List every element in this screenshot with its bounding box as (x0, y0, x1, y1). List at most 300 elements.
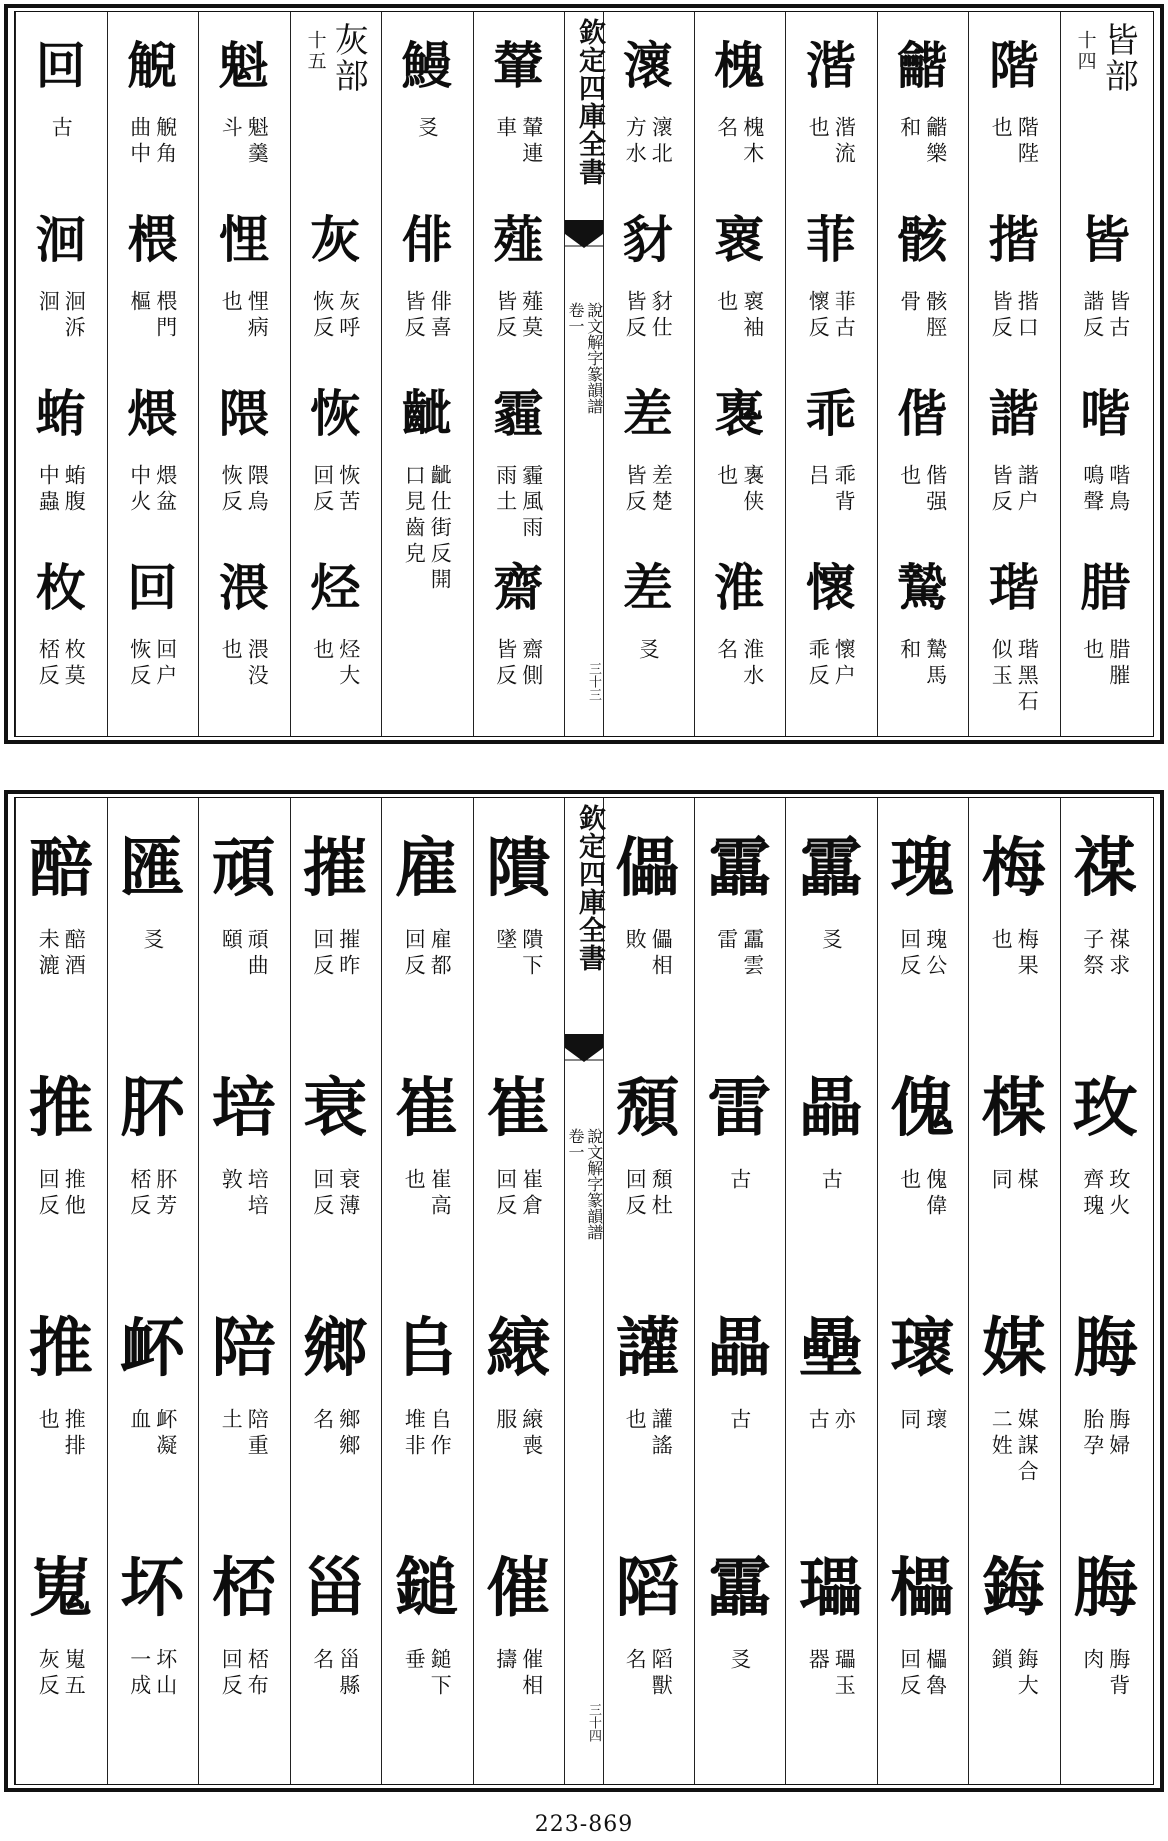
book-title: 說文解字篆韻譜 (584, 302, 604, 414)
gloss-line: 回反 (310, 1168, 335, 1220)
gloss-line: 恢反 (127, 638, 152, 690)
gloss-line: 堆非 (402, 1408, 427, 1460)
gloss-line: 揩口 (1015, 290, 1040, 342)
entry-gloss (879, 1408, 967, 1516)
seal-script-character: 楳 (981, 1072, 1046, 1146)
seal-script-character: 桮 (211, 1552, 276, 1626)
upper-page (4, 4, 1164, 744)
entry-gloss (879, 638, 967, 728)
gloss-line: 古 (727, 1408, 752, 1434)
entry-gloss (17, 1648, 105, 1756)
gloss-line: 同 (989, 1168, 1014, 1194)
entry-gloss (292, 1408, 380, 1516)
text-column (290, 798, 382, 1784)
center-margin-column (564, 12, 604, 736)
dictionary-entry (877, 1040, 969, 1280)
seal-script-character: 洄 (35, 211, 86, 269)
gloss-line: 培培 (245, 1168, 270, 1220)
page-inner-frame (14, 797, 1154, 1785)
text-column (473, 12, 565, 736)
dictionary-entry (290, 1280, 382, 1520)
gloss-line: 雨土 (493, 464, 518, 516)
entry-gloss (200, 1648, 288, 1756)
gloss-line: 㕛 (819, 928, 844, 954)
seal-script-character: 傀 (890, 1072, 955, 1146)
gloss-line: 梅果 (1015, 928, 1040, 980)
gloss-line: 儡相 (649, 928, 674, 980)
seal-script-character: 脢 (1073, 1552, 1138, 1626)
gloss-line: 騺馬 (923, 638, 948, 690)
text-column (381, 12, 473, 736)
dictionary-entry (877, 360, 969, 534)
entry-gloss (383, 1408, 471, 1516)
gloss-line: 悝病 (245, 290, 270, 342)
gloss-line: 輦連 (519, 116, 544, 168)
dictionary-entry (694, 1280, 786, 1520)
seal-script-character: 靁 (707, 832, 772, 906)
dictionary-entry (473, 186, 565, 360)
text-column (107, 12, 199, 736)
dictionary-entry (15, 1280, 107, 1520)
seal-script-character: 陪 (211, 1312, 276, 1386)
seal-script-character: 畾 (707, 1312, 772, 1386)
gloss-line: 曲中 (127, 116, 152, 168)
gloss-line: 䧟獸 (649, 1648, 674, 1700)
gloss-line: 齊瑰 (1080, 1168, 1105, 1220)
entry-gloss (383, 1648, 471, 1756)
gloss-line: 也 (623, 1408, 648, 1434)
gloss-line: 也 (714, 464, 739, 490)
text-column (290, 12, 382, 736)
dictionary-entry (968, 360, 1060, 534)
text-column (1060, 12, 1152, 736)
book-series-title: 欽定四庫全書 (574, 18, 605, 186)
gloss-line: 㕛 (415, 116, 440, 142)
seal-script-character: 衰 (303, 1072, 368, 1146)
gloss-line: 敗 (623, 928, 648, 954)
seal-script-character: 摧 (303, 832, 368, 906)
gloss-line: 媒謀合 (1015, 1408, 1040, 1486)
entry-gloss (787, 638, 875, 728)
dictionary-entry (785, 800, 877, 1040)
gloss-line: 服 (493, 1408, 518, 1434)
dictionary-entry (15, 12, 107, 186)
text-column (198, 12, 290, 736)
gloss-line: 垂 (402, 1648, 427, 1674)
seal-script-character: 回 (127, 559, 178, 617)
column-divider (198, 798, 199, 1784)
seal-script-character: 齜 (401, 385, 452, 443)
column-divider (694, 12, 695, 736)
entry-gloss (787, 1648, 875, 1756)
gloss-line: 骸脛 (923, 290, 948, 342)
dictionary-entry (1060, 1520, 1152, 1760)
gloss-line: 魁羹 (245, 116, 270, 168)
page-inner-frame (14, 11, 1154, 737)
gloss-line: 擣 (493, 1648, 518, 1674)
dictionary-entry (473, 534, 565, 708)
dictionary-entry (107, 186, 199, 360)
seal-script-character: 靁 (798, 832, 863, 906)
dictionary-entry (15, 186, 107, 360)
column-divider (107, 798, 108, 1784)
dictionary-entry (968, 1280, 1060, 1520)
dictionary-entry (198, 360, 290, 534)
gloss-line: 斗 (219, 116, 244, 142)
seal-script-character: 儡 (615, 832, 680, 906)
seal-script-character: 差 (622, 559, 673, 617)
entry-gloss (696, 1168, 784, 1276)
entry-gloss (787, 1408, 875, 1516)
fishtail-mark-icon (565, 1034, 603, 1062)
seal-script-character: 豺 (622, 211, 673, 269)
seal-script-character: 崔 (486, 1072, 551, 1146)
gloss-line: 乖背 (832, 464, 857, 516)
seal-script-character: 鄉 (303, 1312, 368, 1386)
gloss-line: 瓌 (923, 1408, 948, 1434)
entry-gloss (604, 1408, 692, 1516)
seal-script-character: 讙 (615, 1312, 680, 1386)
dictionary-entry (877, 1280, 969, 1520)
gloss-line: 偕强 (923, 464, 948, 516)
seal-script-character: 煨 (127, 385, 178, 443)
gloss-line: 喈鳥 (1106, 464, 1131, 516)
column-divider (694, 798, 695, 1784)
dictionary-entry (15, 534, 107, 708)
seal-script-character: 雷 (707, 1072, 772, 1146)
dictionary-entry (785, 534, 877, 708)
gloss-line: 也 (402, 1168, 427, 1194)
column-divider (877, 12, 878, 736)
seal-script-character: 醅 (28, 832, 93, 906)
gloss-line: 名 (310, 1648, 335, 1674)
book-title: 說文解字篆韻譜 (584, 1128, 604, 1240)
entry-gloss (109, 638, 197, 728)
dictionary-entry (198, 800, 290, 1040)
entry-gloss (475, 1408, 563, 1516)
gloss-line: 褢侠 (740, 464, 765, 516)
column-divider (381, 12, 382, 736)
dictionary-entry (15, 800, 107, 1040)
gloss-line: 灰呼 (336, 290, 361, 342)
gloss-line: 㕛 (727, 1648, 752, 1674)
gloss-line: 龤樂 (923, 116, 948, 168)
gloss-line: 名 (623, 1648, 648, 1674)
gloss-line: 陪重 (245, 1408, 270, 1460)
seal-script-character: 靁 (707, 1552, 772, 1626)
seal-script-character: 頹 (615, 1072, 680, 1146)
seal-script-character: 椳 (127, 211, 178, 269)
entry-gloss (604, 638, 692, 728)
seal-script-character: 瓃 (798, 1552, 863, 1626)
gloss-line: 也 (806, 116, 831, 142)
gloss-line: 脢背 (1106, 1648, 1131, 1700)
dictionary-entry (602, 186, 694, 360)
seal-script-character: 䧟 (615, 1552, 680, 1626)
dictionary-entry (602, 12, 694, 186)
column-divider (198, 12, 199, 736)
dictionary-entry (107, 360, 199, 534)
seal-script-character: 鎚 (394, 1552, 459, 1626)
seal-script-character: 隈 (218, 385, 269, 443)
seal-script-character: 恢 (310, 385, 361, 443)
gloss-line: 乖反 (806, 638, 831, 690)
dictionary-entry (1060, 360, 1152, 534)
gloss-line: 湝流 (832, 116, 857, 168)
gloss-line: 回反 (219, 1648, 244, 1700)
entry-gloss (1062, 1168, 1150, 1276)
entry-gloss (383, 1168, 471, 1276)
text-column (107, 798, 199, 1784)
seal-script-character: 𠂤 (394, 1312, 459, 1386)
text-column (694, 12, 786, 736)
text-column (968, 12, 1060, 736)
seal-script-character: 腊 (1080, 559, 1131, 617)
seal-script-character: 衃 (120, 1312, 185, 1386)
seal-script-character: 齋 (493, 559, 544, 617)
gloss-line: 霾風雨 (519, 464, 544, 542)
entry-gloss (17, 1168, 105, 1276)
gloss-line: 齋側 (519, 638, 544, 690)
gloss-line: 骨 (897, 290, 922, 316)
gloss-line: 皆反 (623, 290, 648, 342)
gloss-line: 皆古 (1106, 290, 1131, 342)
gloss-line: 也 (714, 290, 739, 316)
gloss-line: 也 (1080, 638, 1105, 664)
entry-gloss (970, 638, 1058, 728)
dictionary-entry (290, 1040, 382, 1280)
dictionary-entry (602, 1520, 694, 1760)
dictionary-entry (602, 534, 694, 708)
seal-script-character: 階 (988, 37, 1039, 95)
center-margin-column (564, 798, 604, 1784)
dictionary-entry (877, 534, 969, 708)
dictionary-entry (1060, 800, 1152, 1040)
gloss-line: 子祭 (1080, 928, 1105, 980)
dictionary-entry (1060, 1040, 1152, 1280)
gloss-line: 頹杜 (649, 1168, 674, 1220)
entry-gloss (17, 1408, 105, 1516)
gloss-line: 淮水 (740, 638, 765, 690)
dictionary-entry (107, 800, 199, 1040)
dictionary-entry (785, 360, 877, 534)
gloss-line: 蛕腹 (62, 464, 87, 516)
entry-gloss (879, 1168, 967, 1276)
gloss-line: 古 (727, 1168, 752, 1194)
seal-script-character: 梅 (981, 832, 1046, 906)
entry-gloss (604, 1648, 692, 1756)
dictionary-entry (381, 12, 473, 186)
text-column (1060, 798, 1152, 1784)
seal-script-character: 槐 (714, 37, 765, 95)
gloss-line: 讙謠 (649, 1408, 674, 1460)
gloss-line: 恢反 (310, 290, 335, 342)
gloss-line: 薤莫 (519, 290, 544, 342)
gloss-line: 俳喜 (428, 290, 453, 342)
gloss-line: 衰薄 (336, 1168, 361, 1220)
dictionary-entry (15, 1040, 107, 1280)
gloss-line: 也 (310, 638, 335, 664)
text-column (15, 798, 107, 1784)
seal-script-character: 俳 (401, 211, 452, 269)
gloss-line: 椳門 (153, 290, 178, 342)
seal-script-character: 壘 (798, 1312, 863, 1386)
seal-script-character: 鋂 (981, 1552, 1046, 1626)
gloss-line: 甾縣 (336, 1648, 361, 1700)
column-divider (1060, 798, 1061, 1784)
gloss-line: 隤下 (519, 928, 544, 980)
gloss-line: 鎚下 (428, 1648, 453, 1700)
dictionary-entry (877, 186, 969, 360)
dictionary-entry (381, 1520, 473, 1760)
section-heading-text: 灰部 (328, 22, 369, 94)
seal-script-character: 嵬 (28, 1552, 93, 1626)
dictionary-entry (107, 1520, 199, 1760)
volume-and-book-title (565, 1128, 603, 1240)
page-footer-number: 223-869 (534, 1812, 634, 1837)
seal-script-character: 櫑 (890, 1552, 955, 1626)
seal-script-character: 骸 (897, 211, 948, 269)
seal-script-character: 皆 (1080, 211, 1131, 269)
gloss-line: 肧芳 (153, 1168, 178, 1220)
gloss-line: 崔倉 (519, 1168, 544, 1220)
dictionary-entry (473, 1280, 565, 1520)
text-column (602, 12, 694, 736)
gloss-line: 也 (989, 928, 1014, 954)
entry-gloss (475, 1168, 563, 1276)
gloss-line: 也 (989, 116, 1014, 142)
seal-script-character: 灰 (310, 211, 361, 269)
text-column (877, 12, 969, 736)
dictionary-entry (602, 800, 694, 1040)
seal-script-character: 觬 (127, 37, 178, 95)
gloss-line: 差楚 (649, 464, 674, 516)
gloss-line: 瑰公 (923, 928, 948, 980)
book-series-title: 欽定四庫全書 (574, 804, 605, 972)
gloss-line: 回反 (310, 464, 335, 516)
entry-gloss (696, 638, 784, 728)
entry-gloss (1062, 638, 1150, 728)
gloss-line: 車 (493, 116, 518, 142)
gloss-line: 樞 (127, 290, 152, 316)
gloss-line: 鄉鄉 (336, 1408, 361, 1460)
entry-gloss (475, 928, 563, 1036)
dictionary-entry (1060, 1280, 1152, 1520)
seal-script-character: 回 (35, 37, 86, 95)
text-column (15, 12, 107, 736)
gloss-line: 櫑魯 (923, 1648, 948, 1700)
dictionary-entry (602, 1280, 694, 1520)
gloss-line: 階陛 (1015, 116, 1040, 168)
entry-gloss (970, 928, 1058, 1036)
seal-script-character: 揩 (988, 211, 1039, 269)
seal-script-character: 肧 (120, 1072, 185, 1146)
dictionary-entry (473, 360, 565, 542)
entry-gloss (604, 1168, 692, 1276)
text-column (473, 798, 565, 1784)
gloss-line: 醅酒 (62, 928, 87, 980)
gloss-line: 推排 (62, 1408, 87, 1460)
gloss-line: 墜 (493, 928, 518, 954)
dictionary-entry (694, 1040, 786, 1280)
gloss-line: 玫火 (1106, 1168, 1131, 1220)
gloss-line: 洄 (36, 290, 61, 316)
gloss-line: 方水 (623, 116, 648, 168)
gloss-line: 回户 (153, 638, 178, 690)
dictionary-entry (877, 800, 969, 1040)
gloss-line: 楳 (1015, 1168, 1040, 1194)
seal-script-character: 菲 (805, 211, 856, 269)
entry-gloss (383, 928, 471, 1036)
seal-script-character: 玫 (1073, 1072, 1138, 1146)
gloss-line: 敦 (219, 1168, 244, 1194)
dictionary-entry (290, 360, 382, 534)
gloss-line: 崔高 (428, 1168, 453, 1220)
volume-number: 卷一 (566, 1128, 585, 1160)
seal-script-character: 諧 (988, 385, 1039, 443)
gloss-line: 嵬五 (62, 1648, 87, 1700)
gloss-line: 回反 (897, 1648, 922, 1700)
gloss-line: 器 (806, 1648, 831, 1674)
text-column (968, 798, 1060, 1784)
dictionary-entry (968, 534, 1060, 716)
entry-gloss (109, 1408, 197, 1516)
gloss-line: 未漉 (36, 928, 61, 980)
gloss-line: 懷反 (806, 290, 831, 342)
seal-script-character: 霾 (493, 385, 544, 443)
seal-script-character: 坏 (120, 1552, 185, 1626)
gloss-line: 桮反 (36, 638, 61, 690)
dictionary-entry (473, 800, 565, 1040)
gloss-line: 諧反 (1080, 290, 1105, 342)
gloss-line: 也 (897, 1168, 922, 1194)
gloss-line: 㕛 (140, 928, 165, 954)
seal-script-character: 烃 (310, 559, 361, 617)
dictionary-entry (15, 360, 107, 534)
gloss-line: 回反 (402, 928, 427, 980)
dictionary-entry (198, 12, 290, 186)
volume-and-book-title (565, 302, 603, 414)
seal-script-character: 推 (28, 1312, 93, 1386)
dictionary-entry (694, 800, 786, 1040)
seal-script-character: 禖 (1073, 832, 1138, 906)
entry-gloss (696, 1408, 784, 1516)
seal-script-character: 匯 (120, 832, 185, 906)
seal-script-character: 悝 (218, 211, 269, 269)
gloss-line: 槐木 (740, 116, 765, 168)
dictionary-entry (473, 1520, 565, 1760)
column-divider (107, 12, 108, 736)
gloss-line: 名 (714, 116, 739, 142)
entry-gloss (17, 928, 105, 1036)
entry-gloss (17, 638, 105, 728)
dictionary-entry (198, 1520, 290, 1760)
seal-script-character: 魁 (218, 37, 269, 95)
dictionary-entry (694, 534, 786, 708)
seal-script-character: 喈 (1080, 385, 1131, 443)
column-divider (968, 12, 969, 736)
dictionary-entry (473, 1040, 565, 1280)
dictionary-entry (107, 1280, 199, 1520)
column-divider (15, 798, 16, 1784)
gloss-line: 烃大 (336, 638, 361, 690)
dictionary-entry (968, 1040, 1060, 1280)
seal-script-character: 甾 (303, 1552, 368, 1626)
seal-script-character: 媒 (981, 1312, 1046, 1386)
gloss-line: 腊膗 (1106, 638, 1131, 690)
gloss-line: 隈烏 (245, 464, 270, 516)
gloss-line: 回反 (310, 928, 335, 980)
